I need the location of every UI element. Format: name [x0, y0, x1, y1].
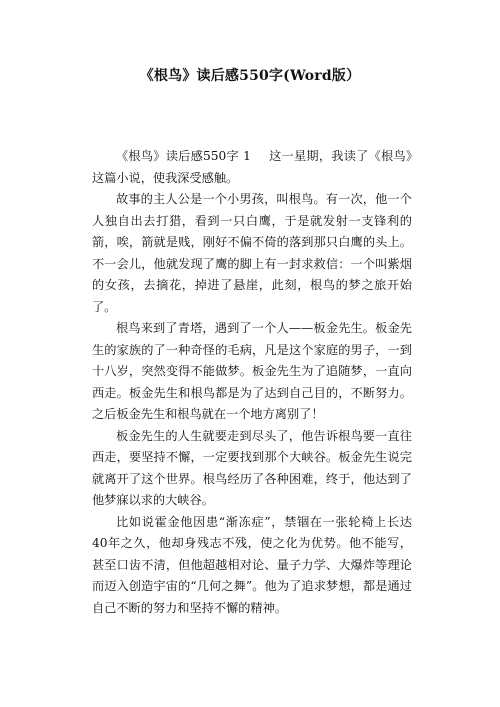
paragraph-1-lead: 《根鸟》读后感550字 1: [116, 149, 251, 163]
document-body: [92, 146, 412, 619]
paragraph-4: 板金先生的人生就要走到尽头了，他告诉根鸟要一直往西走，要坚持不懈，一定要找到那个大峡谷。板金先生说完就离开了这个世界。根鸟经历了各种困难，终于，他达到了他梦寐以求的大峡谷。: [92, 428, 412, 507]
paragraph-1: [92, 146, 412, 189]
paragraph-3: 根鸟来到了青塔，遇到了一个人——板金先生。板金先生的家族的了一种奇怪的毛病，凡是这个家庭的男子，一到十八岁，突然变得不能做梦。板金先生为了追随梦，一直向西走。板金先生和根鸟都是为了达到自己目的，不断努力。之后板金先生和根鸟就在一个地方离别了！: [92, 321, 412, 421]
paragraph-1-text: 这一星期，我读了《根鸟》这篇小说，使我深受感触。: [92, 149, 412, 185]
paragraph-2: 故事的主人公是一个小男孩，叫根鸟。有一次，他一个人独自出去打猎，看到一只白鹰，于是就发射一支锋利的箭，唉，箭就是贱，刚好不偏不倚的落到那只白鹰的头上。不一会儿，他就发现了鹰的脚上有一封求救信：一个叫紫烟的女孩，去摘花，掉进了悬崖，此刻，根鸟的梦之旅开始了。: [92, 192, 412, 314]
document-title: 《根鸟》读后感550字(Word版）: [139, 68, 361, 84]
paragraph-5: 比如说霍金他因患“渐冻症”，禁锢在一张轮椅上长达40年之久，他却身残志不残，使之化为优势。他不能写，甚至口齿不清，但他超越相对论、量子力学、大爆炸等理论而迈入创造宇宙的“几何之舞”。他为了追求梦想，都是通过自己不断的努力和坚持不懈的精神。: [92, 514, 412, 615]
